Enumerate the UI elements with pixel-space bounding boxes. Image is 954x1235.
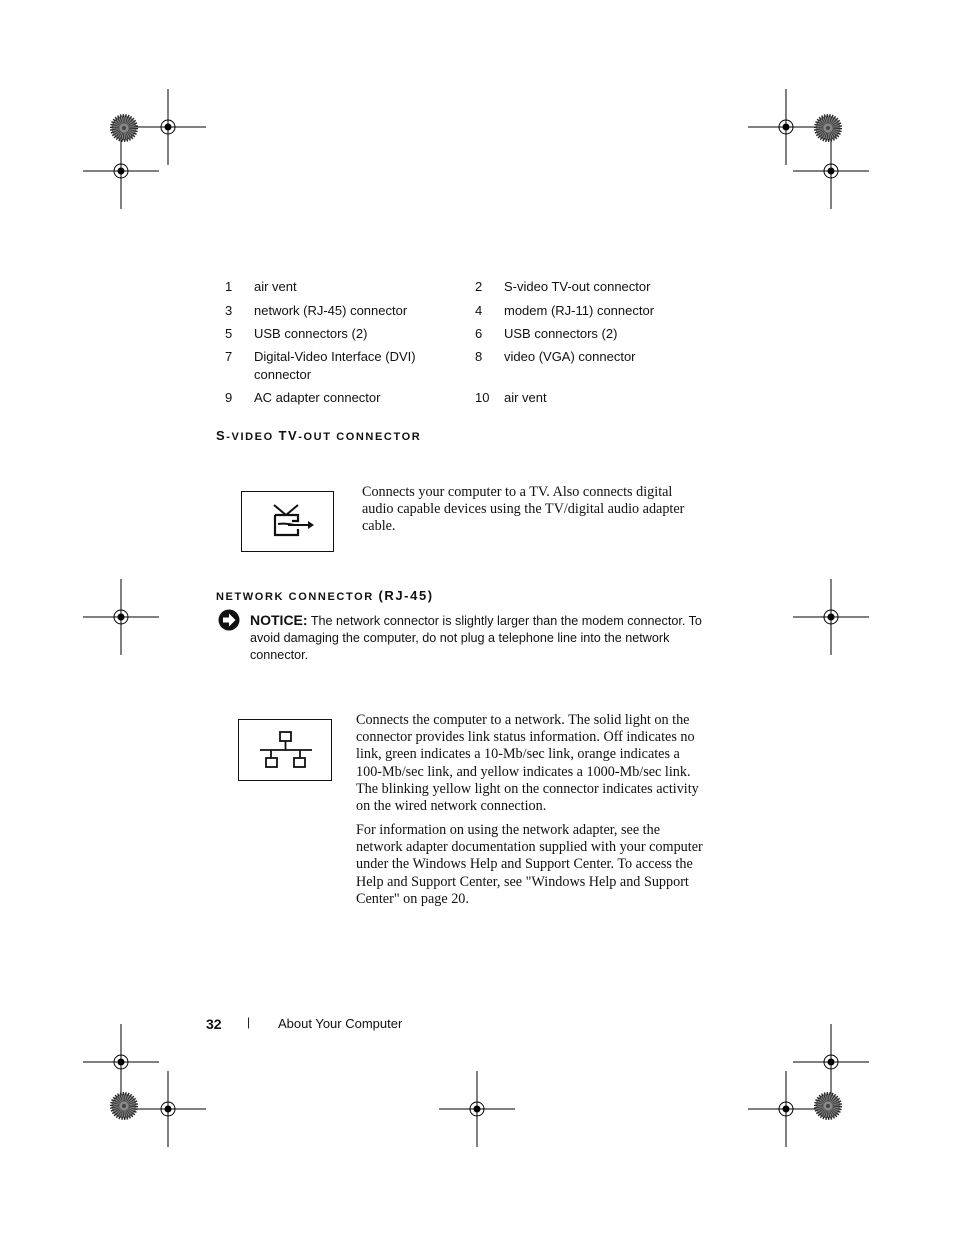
legend-label: video (VGA) connector (504, 349, 636, 364)
legend-number: 7 (225, 349, 233, 364)
notice-label: NOTICE: (250, 612, 308, 628)
legend-label: AC adapter connector (254, 390, 381, 405)
svideo-icon-box (241, 491, 334, 552)
network-description: Connects the computer to a network. The solid light on the connector provides link status information. Off indicates no link, green indicates a 10-Mb/sec link, orange indicates a 100-Mb/sec link, and yellow indicates a 1000-Mb/sec link. The blinking yellow light on the connector indicates activity on the wired network connection. (356, 712, 699, 815)
svideo-heading: S-VIDEO TV-OUT CONNECTOR (216, 428, 422, 443)
tv-icon (242, 492, 335, 553)
legend-label: USB connectors (2) (504, 326, 618, 341)
notice-icon (218, 609, 240, 631)
legend-number: 3 (225, 303, 233, 318)
notice-text: The network connector is slightly larger than the modem connector. To avoid damaging the computer, do not plug a telephone line into the network connector. (250, 614, 702, 662)
legend-label: modem (RJ-11) connector (504, 303, 655, 318)
legend-label: network (RJ-45) connector (254, 303, 408, 318)
network-adapter-info: For information on using the network adapter, see the network adapter documentation supplied with your computer under the Windows Help and Support Center. To access the Help and Support Center, see "Windows Help and Support Center" on page 20. (356, 822, 703, 907)
legend-label: air vent (504, 390, 547, 405)
svideo-description: Connects your computer to a TV. Also connects digital audio capable devices using the TV/digital audio adapter cable. (362, 484, 685, 535)
legend-number: 4 (475, 303, 483, 318)
legend-label: S-video TV-out connector (504, 279, 651, 294)
page-number: 32 (206, 1016, 222, 1032)
legend-number: 8 (475, 349, 483, 364)
legend-number: 6 (475, 326, 483, 341)
legend-number: 2 (475, 279, 483, 294)
legend-label: Digital-Video Interface (DVI) connector (254, 349, 416, 382)
notice (250, 612, 710, 664)
footer-section-title: About Your Computer (278, 1016, 403, 1031)
network-heading: NETWORK CONNECTOR (RJ-45) (216, 588, 434, 603)
legend-number: 5 (225, 326, 233, 341)
network-icon-box (238, 719, 332, 781)
legend-number: 10 (475, 390, 490, 405)
legend-label: air vent (254, 279, 297, 294)
footer-separator: | (247, 1015, 251, 1029)
network-icon (239, 720, 333, 782)
legend-label: USB connectors (2) (254, 326, 368, 341)
legend-number: 1 (225, 279, 233, 294)
legend-number: 9 (225, 390, 233, 405)
